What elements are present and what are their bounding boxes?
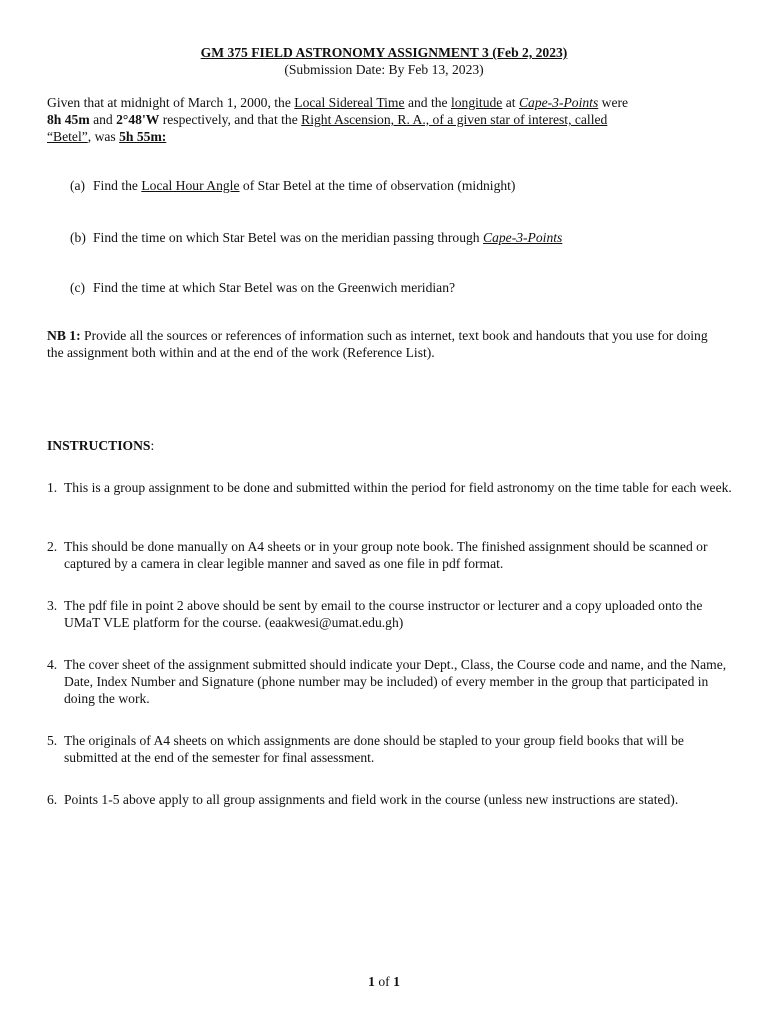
question-text: of Star Betel at the time of observation (midnight) [239,178,516,193]
nb-label: NB 1: [47,328,81,343]
question-label: (c) [70,280,86,295]
item-text: The pdf file in point 2 above should be sent by email to the course instructor or lecturer and a copy uploaded onto the UMaT VLE platform for the course. (eaakwesi@umat.edu.gh) [64,598,703,630]
longitude-term: longitude [450,95,503,110]
instruction-item [47,791,740,808]
item-number: 4. [47,657,58,672]
intro-text: respectively, and that the [159,112,302,127]
item-number: 1. [47,480,58,495]
instructions-title: INSTRUCTIONS [47,438,151,453]
item-text: The originals of A4 sheets on which assignments are done should be stapled to your group field books that will be submitted at the end of the semester for final assessment. [64,733,684,765]
instruction-item [47,656,740,707]
place-name: Cape-3-Points [518,95,599,110]
star-name: “Betel” [47,129,88,144]
instructions-colon: : [150,438,155,453]
question-text: Find the [93,178,142,193]
question-b [70,229,720,246]
instruction-item [47,597,740,631]
ra-phrase: Right Ascension, R. A., of a given star of interest, called [301,112,608,127]
lha-term: Local Hour Angle [141,178,240,193]
total-pages: 1 [393,974,400,989]
instruction-item [47,732,740,766]
place-name: Cape-3-Points [483,230,563,245]
page-number [0,973,768,990]
intro-text: at [502,95,519,110]
instruction-item [47,538,740,572]
item-text: This should be done manually on A4 sheets or in your group note book. The finished assignment should be scanned or captured by a camera in clear legible manner and saved as one file in pdf format. [64,539,708,571]
ra-value: 5h 55m: [119,129,167,144]
question-label: (b) [70,230,86,245]
intro-text: Given that at midnight of March 1, 2000, the [47,95,295,110]
question-text: Find the time on which Star Betel was on the meridian passing through [93,230,484,245]
document-header [0,44,768,78]
instructions-heading [47,437,154,454]
submission-date: (Submission Date: By Feb 13, 2023) [284,62,484,77]
question-c [70,279,720,296]
lst-value: 8h 45m [47,112,90,127]
intro-text: were [598,95,629,110]
item-number: 3. [47,598,58,613]
longitude-value: 2°48'W [116,112,160,127]
item-number: 5. [47,733,58,748]
question-text: Find the time at which Star Betel was on the Greenwich meridian? [93,280,456,295]
intro-text: , was [87,129,120,144]
item-text: This is a group assignment to be done and submitted within the period for field astronomy on the time table for each week. [64,480,732,495]
item-text: Points 1-5 above apply to all group assignments and field work in the course (unless new instructions are stated). [64,792,679,807]
current-page: 1 [368,974,375,989]
item-text: The cover sheet of the assignment submitted should indicate your Dept., Class, the Course code and name, and the Name, Date, Index Number and Signature (phone number may be included) of every member in the group that participated in doing the work. [64,657,727,706]
question-label: (a) [70,178,86,193]
instruction-item [47,479,740,496]
nb-text: Provide all the sources or references of information such as internet, text book and handouts that you use for doing the assignment both within and at the end of the work (Reference List). [47,328,708,360]
lst-term: Local Sidereal Time [294,95,405,110]
intro-text: and the [404,95,451,110]
nb-note [47,327,723,361]
item-number: 6. [47,792,58,807]
page-of: of [374,974,394,989]
question-a [70,177,720,194]
intro-paragraph [47,94,723,145]
intro-text: and [89,112,117,127]
document-title: GM 375 FIELD ASTRONOMY ASSIGNMENT 3 (Feb 2, 2023) [200,45,568,60]
item-number: 2. [47,539,58,554]
